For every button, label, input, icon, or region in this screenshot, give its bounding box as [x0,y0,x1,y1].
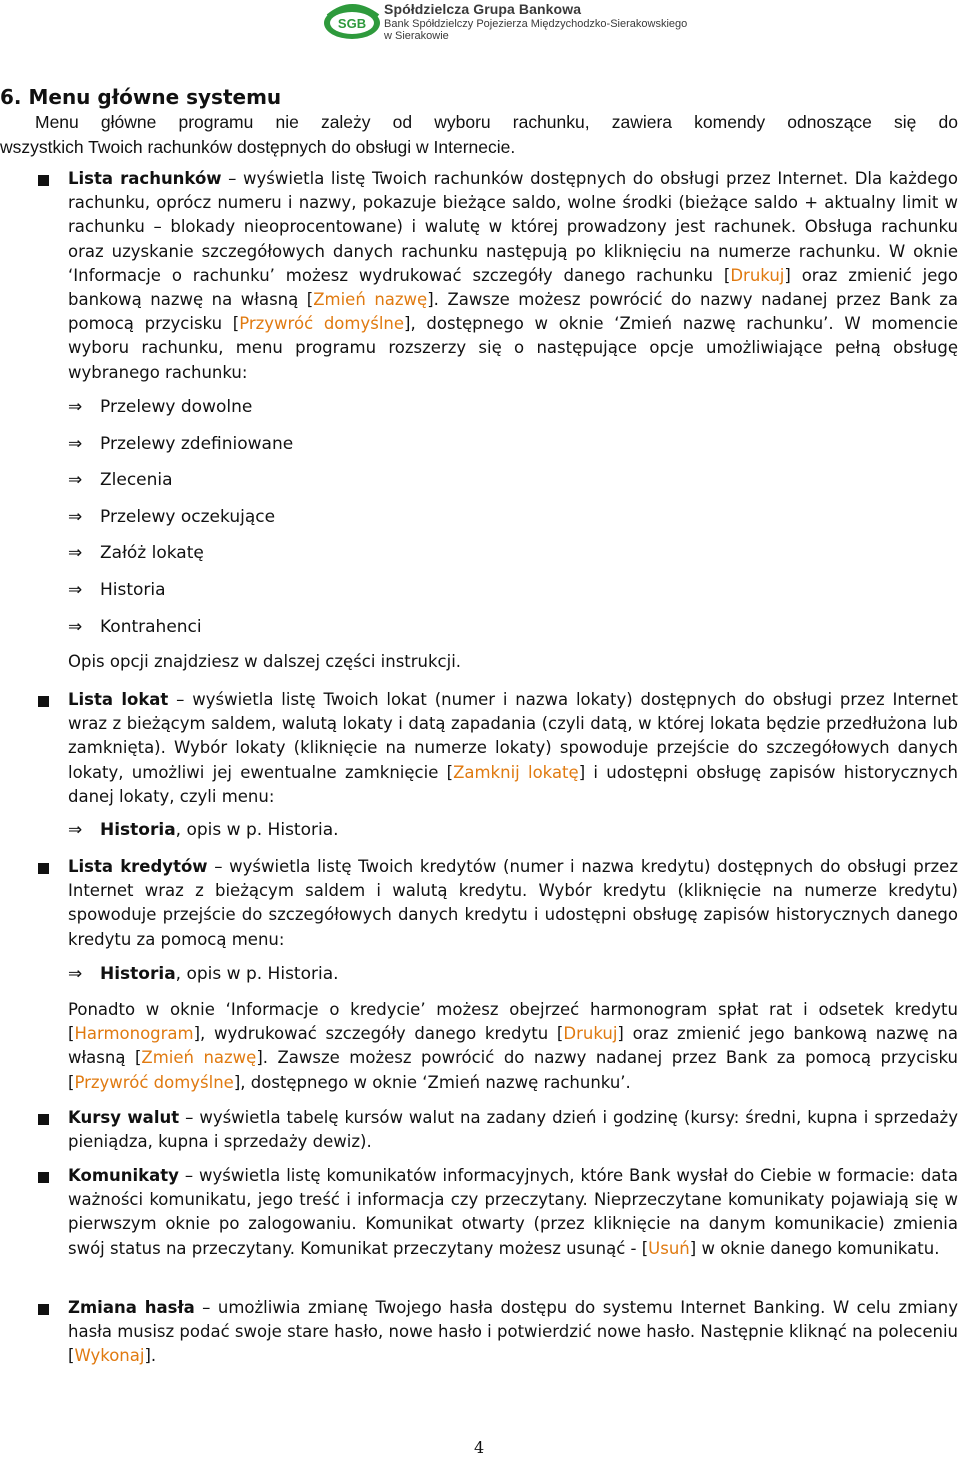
arrow-icon: ⇒ [68,580,83,600]
bullet-icon [38,1114,49,1125]
options-note: Opis opcji znajdziesz w dalszej części instrukcji. [68,652,462,671]
deposit-history-item: ⇒ Historia, opis w p. Historia. [68,820,339,840]
execute-button-ref: Wykonaj [74,1346,145,1366]
option-item: ⇒ Historia [68,580,166,600]
page-number: 4 [474,1438,485,1457]
arrow-icon: ⇒ [68,470,83,490]
arrow-icon: ⇒ [68,543,83,563]
bank-name: Bank Spółdzielczy Pojezierza Międzychodzko-Sierakowskiego w Sierakowie [384,18,688,42]
bullet-icon [38,1304,49,1315]
credit-info-paragraph: Ponadto w oknie ‘Informacje o kredycie’ możesz obejrzeć harmonogram spłat rat i odsetek kredytu [Harmonogram], wydrukować szczegóły danego kredytu [Drukuj] oraz zmienić jego bankową nazwę na własną [Zmień nazwę]. Zawsze możesz powrócić do nazwy nadanej przez Bank za pomocą przycisku [Przywróć domyślne], dostępnego w oknie ‘Zmień nazwę rachunku’. [68,1000,958,1092]
sgb-logo [322,2,382,42]
arrow-icon: ⇒ [68,964,83,984]
bullet-icon [38,863,49,874]
schedule-button-ref: Harmonogram [74,1024,194,1044]
bullet-icon [38,696,49,707]
option-item: ⇒ Przelewy dowolne [68,397,253,417]
intro-paragraph: Menu główne programu nie zależy od wyboru rachunku, zawiera komendy odnoszące się do wszystkich Twoich rachunków dostępnych do obsługi w Internecie. [0,112,958,157]
rename-button-ref: Zmień nazwę [313,290,428,310]
option-item: ⇒ Kontrahenci [68,617,202,637]
bank-header [322,1,688,42]
restore-default-button-ref: Przywróć domyślne [239,314,405,334]
arrow-icon: ⇒ [68,820,83,840]
option-item: ⇒ Zlecenia [68,470,173,490]
messages-description: Komunikaty – wyświetla listę komunikatów informacyjnych, które Bank wysłał do Ciebie w formacie: data ważności komunikatu, jego treść i informacja czy przeczytany. Nieprzeczytane komunikaty pojawiają się w pierwszym oknie po zalogowaniu. Komunikat otwarty (przez kliknięcie na danym komunikacie) zmienia swój status na przeczytany. Komunikat przeczytany możesz usunąć - [Usuń] w oknie danego komunikatu. [68,1166,958,1258]
credit-history-item: ⇒ Historia, opis w p. Historia. [68,964,339,984]
exchange-rates-description: Kursy walut – wyświetla tabelę kursów walut na zadany dzień i godzinę (kursy: średni, kupna i sprzedaży pieniądza, kupna i sprzedaży dewiz). [68,1108,958,1152]
arrow-icon: ⇒ [68,507,83,527]
bullet-icon [38,1172,49,1183]
arrow-icon: ⇒ [68,397,83,417]
delete-button-ref: Usuń [648,1238,690,1258]
logo-text: SGB [337,16,367,31]
print-button-ref: Drukuj [563,1024,618,1044]
bullet-icon [38,175,49,186]
rename-button-ref: Zmień nazwę [141,1048,257,1068]
option-item: ⇒ Załóż lokatę [68,543,204,563]
section-heading: 6. Menu główne systemu [0,85,282,109]
close-deposit-button-ref: Zamknij lokatę [453,762,579,782]
bank-group-name: Spółdzielcza Grupa Bankowa [384,1,582,17]
arrow-icon: ⇒ [68,434,83,454]
restore-default-button-ref: Przywróć domyślne [74,1072,234,1092]
credits-list-description: Lista kredytów – wyświetla listę Twoich kredytów (numer i nazwa kredytu) dostępnych do obsługi przez Internet wraz z bieżącym saldem i walutą kredytu. Wybór kredytu (kliknięcie na numerze kredytu) spowoduje przejście do szczegółowych danych kredytu i udostępni obsługę zapisów historycznych danego kredytu za pomocą menu: [68,857,958,949]
deposits-list-description: Lista lokat – wyświetla listę Twoich lokat (numer i nazwa lokaty) dostępnych do obsługi przez Internet wraz z bieżącym saldem, walutą lokaty i datą zapadania (czyli datą, w której lokata będzie przedłużona lub zamknięta). Wybór lokaty (kliknięcie na numerze lokaty) spowoduje przejście do szczegółowych danych lokaty, umożliwi jej ewentualne zamknięcie [Zamknij lokatę] i udostępni obsługę zapisów historycznych danej lokaty, czyli menu: [68,690,959,806]
accounts-list-description: Lista rachunków – wyświetla listę Twoich rachunków dostępnych do obsługi przez Internet. Dla każdego rachunku, oprócz numeru i nazwy, pokazuje bieżące saldo, wolne środki (bieżące saldo + aktualny limit w rachunku – blokady nieoprocentowane) i walutę w której prowadzony jest rachunek. Obsługa rachunku oraz uzyskanie szczegółowych danych rachunku następują po kliknięciu na numerze rachunku. W oknie ‘Informacje o rachunku’ możesz wydrukować szczegóły danego rachunku [Drukuj] oraz zmienić jego bankową nazwę na własną [Zmień nazwę]. Zawsze możesz powrócić do nazwy nadanej przez Bank za pomocą przycisku [Przywróć domyślne], dostępnego w oknie ‘Zmień nazwę rachunku’. W momencie wyboru rachunku, menu programu rozszerzy się o następujące opcje umożliwiające pełną obsługę wybranego rachunku: [68,169,958,382]
password-change-description: Zmiana hasła – umożliwia zmianę Twojego hasła dostępu do systemu Internet Banking. W celu zmiany hasła musisz podać swoje stare hasło, nowe hasło i potwierdzić nowe hasło. Następnie kliknąć na poleceniu [Wykonaj]. [68,1298,958,1366]
option-item: ⇒ Przelewy oczekujące [68,507,276,527]
print-button-ref: Drukuj [730,265,785,285]
arrow-icon: ⇒ [68,617,83,637]
option-item: ⇒ Przelewy zdefiniowane [68,434,294,454]
